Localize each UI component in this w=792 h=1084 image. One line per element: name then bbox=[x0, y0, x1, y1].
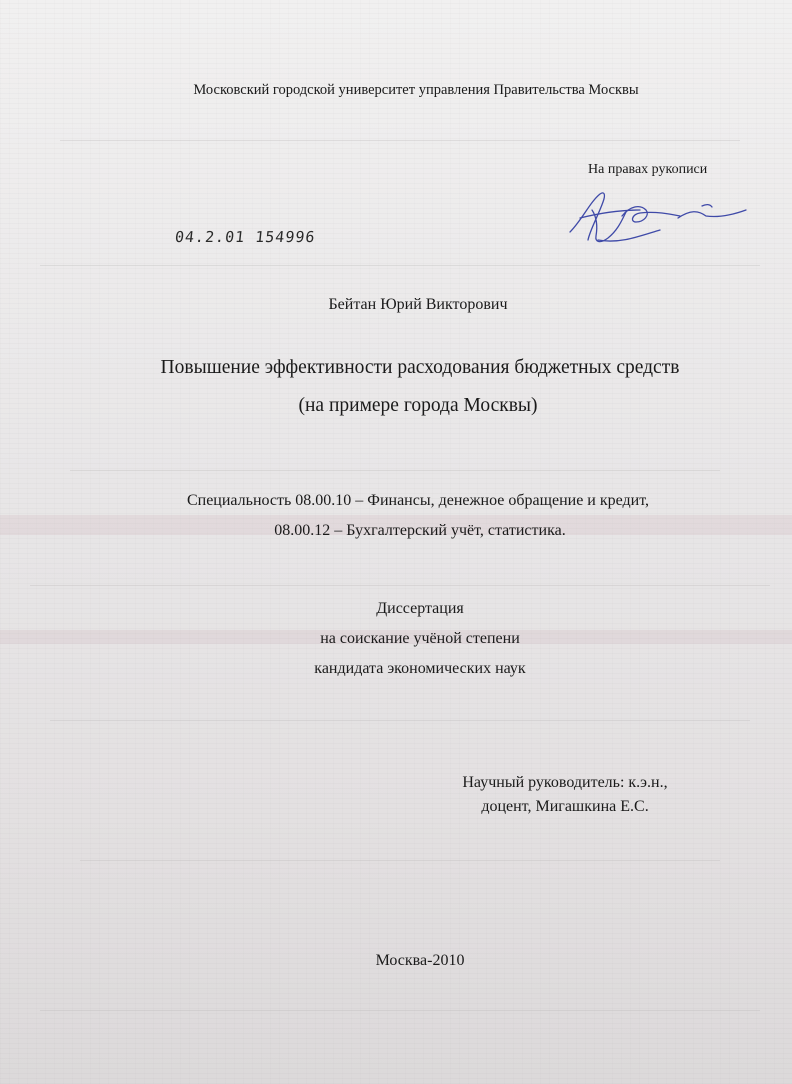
supervisor-block bbox=[450, 771, 680, 819]
specialty-line-2: 08.00.12 – Бухгалтерский учёт, статистика. bbox=[274, 522, 566, 539]
dissertation-label: Диссертация bbox=[376, 600, 464, 617]
registration-stamp: 04.2.01 154996 bbox=[174, 228, 317, 246]
city-year: Москва-2010 bbox=[375, 952, 465, 969]
specialty-line-1: Специальность 08.00.10 – Финансы, денежное обращение и кредит, bbox=[186, 492, 650, 509]
supervisor-line-2: доцент, Мигашкина Е.С. bbox=[481, 798, 649, 815]
author-name: Бейтан Юрий Викторович bbox=[328, 296, 508, 313]
degree-line-2: кандидата экономических наук bbox=[314, 660, 526, 677]
dissertation-title-line-1: Повышение эффективности расходования бюджетных средств bbox=[160, 357, 680, 378]
supervisor-line-1: Научный руководитель: к.э.н., bbox=[462, 774, 668, 791]
dissertation-title-line-2: (на примере города Москвы) bbox=[298, 395, 538, 416]
manuscript-note: На правах рукописи bbox=[588, 162, 708, 177]
signature-icon bbox=[560, 180, 760, 252]
degree-line-1: на соискание учёной степени bbox=[320, 630, 520, 647]
university-name: Московский городской университет управления Правительства Москвы bbox=[193, 82, 639, 98]
